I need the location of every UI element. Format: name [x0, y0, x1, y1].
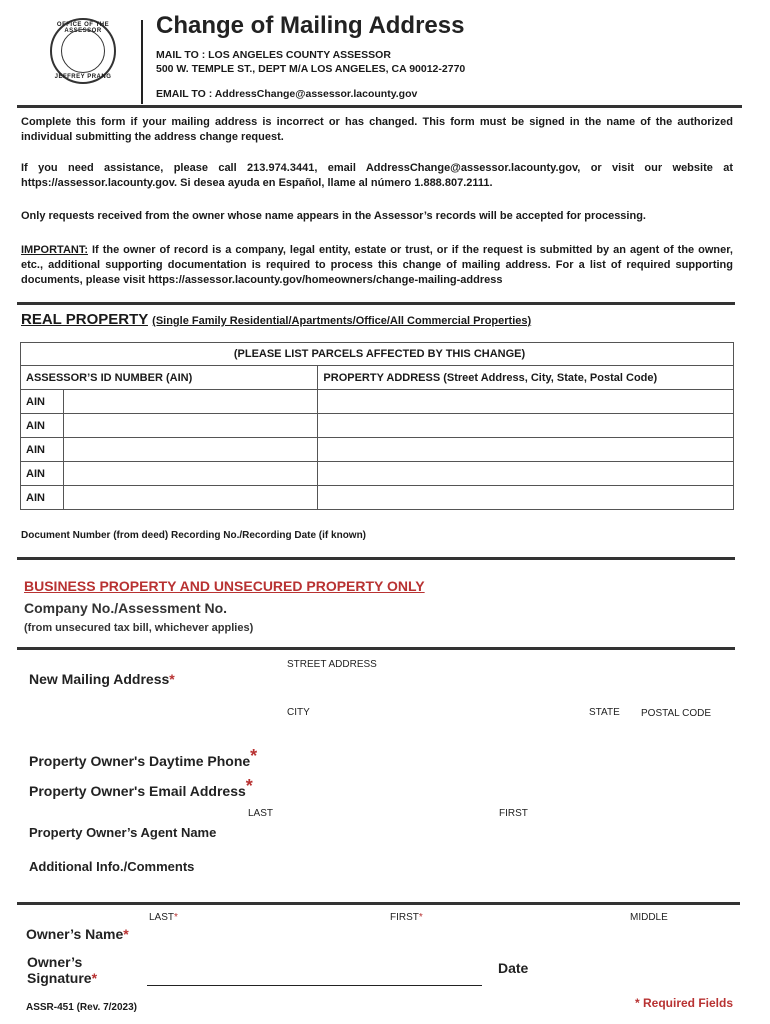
- required-asterisk: *: [174, 912, 178, 923]
- street-address-label: STREET ADDRESS: [287, 659, 377, 670]
- page-title: Change of Mailing Address: [156, 12, 465, 39]
- mail-to-line-2: 500 W. TEMPLE ST., DEPT M/A LOS ANGELES, CA 90012-2770: [156, 63, 466, 75]
- business-property-heading: BUSINESS PROPERTY AND UNSECURED PROPERTY ONLY: [24, 578, 425, 594]
- table-row: [21, 438, 734, 462]
- ain-row-label: AIN: [21, 414, 64, 438]
- ain-row-label: AIN: [21, 486, 64, 510]
- header-rule: [17, 105, 742, 108]
- email-address-label: [29, 776, 253, 799]
- owner-name-label: [26, 926, 129, 942]
- property-address-input-cell[interactable]: [318, 390, 734, 414]
- daytime-phone-label: [29, 746, 257, 769]
- parcels-table: [20, 342, 734, 510]
- required-asterisk: *: [169, 671, 175, 687]
- postal-code-label: POSTAL CODE: [641, 708, 712, 719]
- owner-first-label: [390, 912, 423, 923]
- company-number-subtitle: (from unsecured tax bill, whichever applies): [24, 622, 254, 634]
- company-number-label: Company No./Assessment No.: [24, 600, 228, 616]
- ain-input-cell[interactable]: [64, 462, 318, 486]
- additional-comments-label: Additional Info./Comments: [29, 859, 195, 874]
- signature-field[interactable]: [147, 985, 482, 986]
- important-label: IMPORTANT:: [21, 244, 89, 256]
- table-row: [21, 414, 734, 438]
- table-row: [21, 390, 734, 414]
- city-label: CITY: [287, 707, 310, 718]
- form-number: ASSR-451 (Rev. 7/2023): [26, 1002, 137, 1013]
- business-property-rule: [17, 557, 735, 560]
- daytime-phone-text: Property Owner's Daytime Phone: [29, 753, 251, 769]
- real-property-heading: [21, 311, 531, 328]
- ain-input-cell[interactable]: [64, 390, 318, 414]
- mailing-address-rule: [17, 647, 735, 650]
- agent-name-label: Property Owner’s Agent Name: [29, 825, 217, 840]
- required-asterisk: *: [245, 776, 253, 796]
- property-address-input-cell[interactable]: [318, 438, 734, 462]
- new-mailing-address-label: [29, 671, 175, 687]
- owner-first-text: FIRST: [390, 912, 419, 923]
- state-label: STATE: [589, 707, 620, 718]
- required-asterisk: *: [91, 970, 98, 986]
- email-address-text: Property Owner's Email Address: [29, 783, 246, 799]
- ain-row-label: AIN: [21, 462, 64, 486]
- instruction-paragraph-2: If you need assistance, please call 213.974.3441, email AddressChange@assessor.lacounty.gov, or visit our website at https://assessor.lacounty.gov. Si desea ayuda en Español, llame al número 1.888.807.2111.: [21, 162, 733, 189]
- important-text: If the owner of record is a company, legal entity, estate or trust, or if the request is submitted by an agent of the owner, etc., additional supporting documentation is required to process this change of mailing address. For a list of required supporting documents, please visit https://assessor.lacounty.gov/homeowners/change-mailing-address: [21, 244, 733, 286]
- header-divider: [141, 20, 143, 104]
- agent-last-label: LAST: [248, 808, 274, 819]
- instruction-paragraph-important: [21, 243, 733, 288]
- owner-last-label: [149, 912, 178, 923]
- table-row: [21, 486, 734, 510]
- document-number-label: Document Number (from deed) Recording No./Recording Date (if known): [21, 530, 367, 541]
- ain-input-cell[interactable]: [64, 438, 318, 462]
- owner-section-rule: [17, 902, 740, 905]
- required-asterisk: *: [418, 912, 423, 923]
- instruction-paragraph-1: Complete this form if your mailing address is incorrect or has changed. This form must be signed in the name of the authorized individual submitting the address change request.: [21, 116, 733, 143]
- instruction-paragraph-3: Only requests received from the owner whose name appears in the Assessor’s records will be accepted for processing.: [21, 210, 646, 222]
- new-mailing-address-text: New Mailing Address: [29, 671, 170, 687]
- property-address-input-cell[interactable]: [318, 486, 734, 510]
- required-asterisk: *: [250, 746, 258, 766]
- owner-signature-line-1: Owner’s: [27, 954, 83, 970]
- date-label: Date: [498, 960, 529, 976]
- seal-emblem: [61, 29, 105, 73]
- parcels-caption: (PLEASE LIST PARCELS AFFECTED BY THIS CHANGE): [21, 343, 734, 366]
- column-header-property-address: PROPERTY ADDRESS (Street Address, City, State, Postal Code): [318, 366, 734, 390]
- seal-text-top: OFFICE OF THE ASSESSOR: [56, 22, 110, 34]
- owner-middle-label: MIDDLE: [630, 912, 668, 923]
- seal-text-bottom: JEFFREY PRANG: [54, 74, 112, 80]
- ain-row-label: AIN: [21, 438, 64, 462]
- real-property-title: REAL PROPERTY: [21, 311, 148, 328]
- required-fields-note: * Required Fields: [635, 996, 734, 1010]
- owner-signature-line-2: [27, 970, 97, 986]
- email-to-line: EMAIL TO : AddressChange@assessor.lacounty.gov: [156, 88, 418, 100]
- ain-input-cell[interactable]: [64, 486, 318, 510]
- agent-first-label: FIRST: [499, 808, 528, 819]
- property-address-input-cell[interactable]: [318, 462, 734, 486]
- column-header-ain: ASSESSOR’S ID NUMBER (AIN): [21, 366, 318, 390]
- ain-input-cell[interactable]: [64, 414, 318, 438]
- real-property-rule: [17, 302, 735, 305]
- owner-last-text: LAST: [149, 912, 175, 923]
- ain-row-label: AIN: [21, 390, 64, 414]
- property-address-input-cell[interactable]: [318, 414, 734, 438]
- mail-to-line-1: MAIL TO : LOS ANGELES COUNTY ASSESSOR: [156, 49, 391, 61]
- table-row: [21, 462, 734, 486]
- owner-name-text: Owner’s Name: [26, 926, 124, 942]
- required-asterisk: *: [123, 926, 129, 942]
- assessor-seal: [50, 18, 116, 84]
- owner-signature-label: [27, 954, 97, 986]
- real-property-subtitle: (Single Family Residential/Apartments/Office/All Commercial Properties): [152, 315, 532, 327]
- owner-signature-text: Signature: [27, 970, 92, 986]
